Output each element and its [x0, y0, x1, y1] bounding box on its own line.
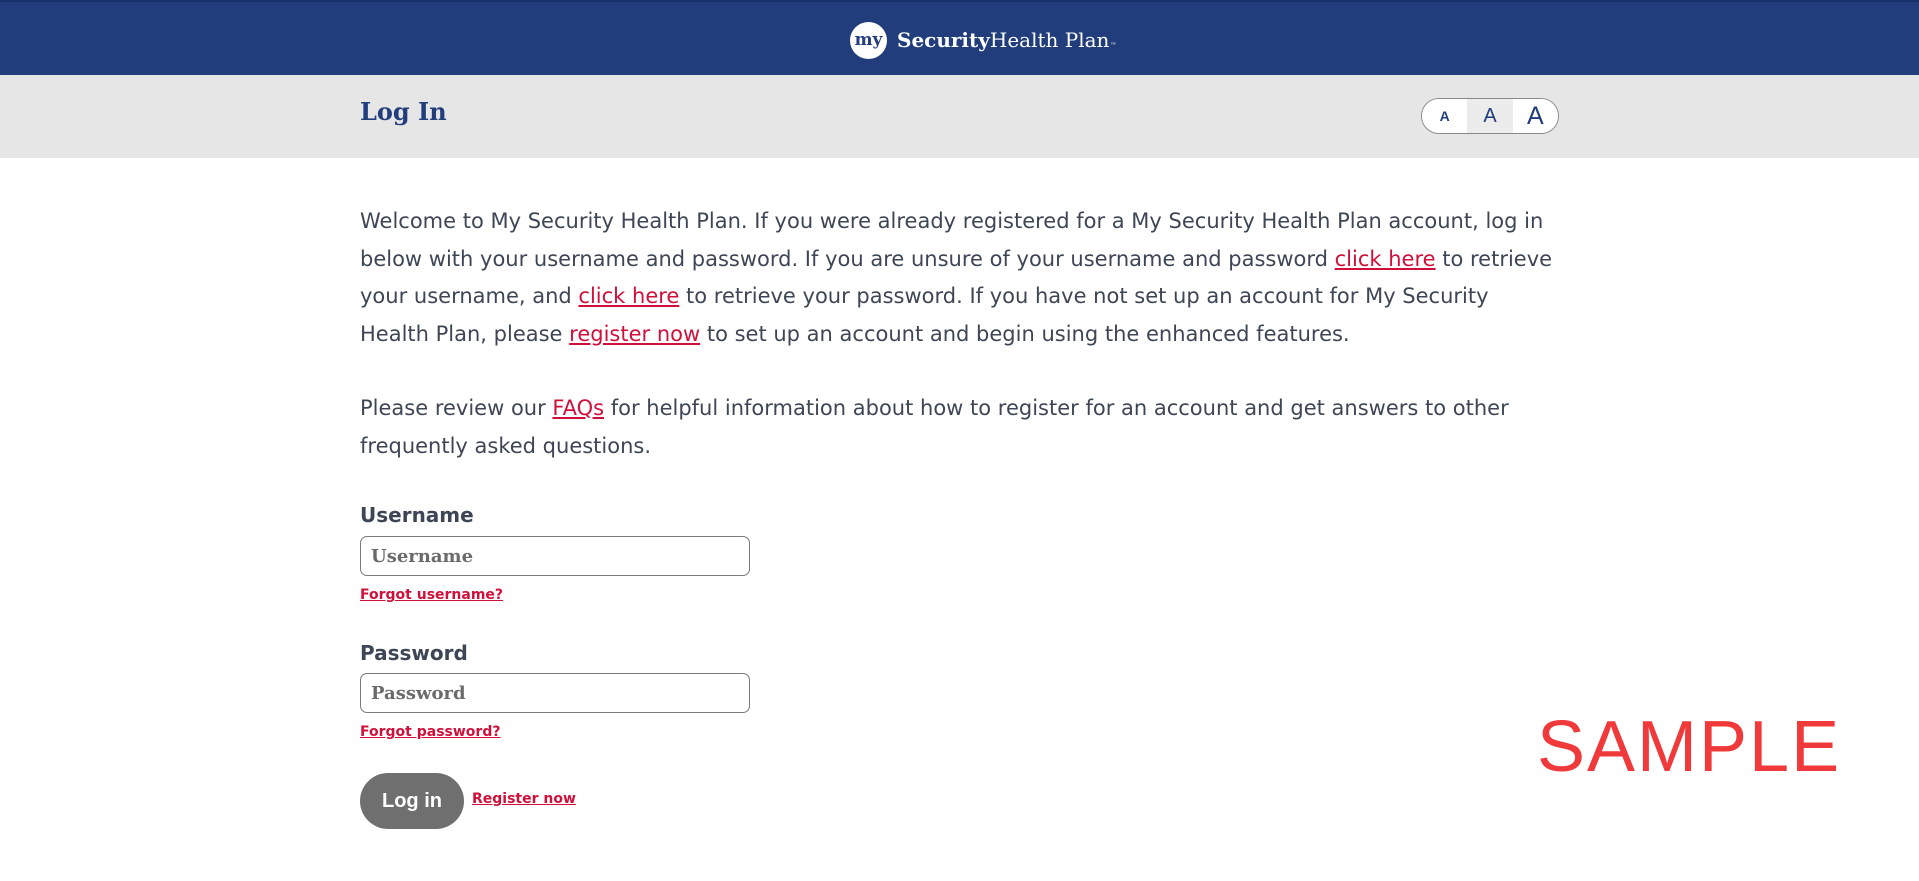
forgot-username-link[interactable]: Forgot username? — [360, 587, 504, 603]
logo-wordmark — [897, 28, 1116, 52]
welcome-text-4: to set up an account and begin using the enhanced features. — [700, 321, 1350, 346]
retrieve-username-link[interactable]: click here — [1334, 246, 1436, 271]
faq-text-2: for helpful information about how to register for an account and get answers to other frequently asked questions. — [360, 396, 1509, 458]
faq-text-1: Please review our — [360, 396, 553, 420]
logo-brand-rest: Health Plan — [989, 28, 1110, 52]
welcome-text-2: to retrieve your username, and — [360, 246, 1553, 308]
logo-trademark: ™ — [1110, 42, 1117, 49]
logo-brand-bold: Security — [897, 28, 990, 52]
password-input[interactable] — [360, 673, 750, 713]
font-size-medium-button[interactable]: A — [1467, 99, 1512, 133]
faq-paragraph — [360, 390, 1560, 465]
username-label: Username — [360, 503, 474, 527]
sample-watermark: SAMPLE — [1537, 707, 1842, 787]
font-size-small-button[interactable]: A — [1422, 99, 1467, 133]
register-now-link[interactable]: Register now — [472, 791, 576, 807]
forgot-password-link[interactable]: Forgot password? — [360, 724, 501, 740]
top-header — [0, 0, 1919, 75]
login-button[interactable]: Log in — [360, 773, 464, 829]
page-title-bar — [0, 75, 1919, 158]
welcome-paragraph — [360, 203, 1560, 353]
welcome-text-3: to retrieve your password. If you have not set up an account for My Security Health Plan, please — [360, 284, 1489, 346]
welcome-text-1: Welcome to My Security Health Plan. If you were already registered for a My Security Health Plan account, log in below with your username and password. If you are unsure of your username and password — [360, 209, 1544, 271]
register-now-inline-link[interactable]: register now — [569, 321, 701, 346]
font-size-large-button[interactable]: A — [1513, 99, 1558, 133]
retrieve-password-link[interactable]: click here — [578, 284, 680, 308]
logo-badge: my — [850, 22, 887, 59]
page-title: Log In — [360, 97, 447, 126]
brand-logo[interactable] — [850, 21, 1116, 59]
faqs-link[interactable]: FAQs — [552, 396, 605, 420]
intro-content — [360, 203, 1560, 465]
font-size-control — [1421, 98, 1559, 134]
username-input[interactable] — [360, 536, 750, 576]
password-label: Password — [360, 641, 468, 665]
